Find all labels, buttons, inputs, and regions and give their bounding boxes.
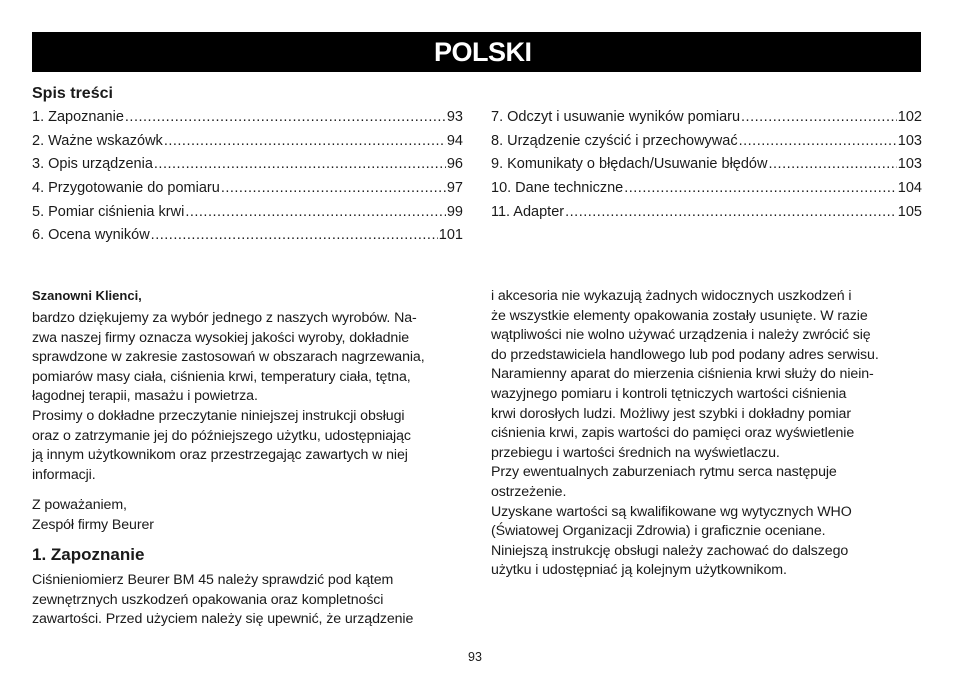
toc-entry-label: 1. Zapoznanie — [32, 109, 124, 125]
toc-right-column — [491, 108, 922, 226]
toc-heading: Spis treści — [32, 85, 113, 102]
toc-entry[interactable] — [491, 132, 922, 156]
toc-entry-page: 102 — [897, 109, 922, 125]
toc-leader-dots — [565, 203, 897, 221]
toc-entry-page: 96 — [446, 156, 463, 173]
toc-entry[interactable] — [32, 155, 463, 179]
toc-entry[interactable] — [32, 226, 463, 250]
toc-leader-dots — [185, 203, 446, 221]
toc-entry-label: 8. Urządzenie czyścić i przechowywać — [491, 132, 738, 149]
toc-entry-page: 99 — [446, 203, 463, 220]
toc-entry-page: 101 — [438, 227, 463, 244]
toc-leader-dots — [154, 155, 446, 173]
toc-entry-page: 105 — [897, 203, 922, 220]
toc-entry-page: 103 — [897, 156, 922, 173]
toc-entry-page: 94 — [446, 132, 463, 149]
section-paragraph: Ciśnieniomierz Beurer BM 45 należy sprawdzić pod kątem zewnętrznych uszkodzeń opakowania oraz kompletności zawartości. Przed użyciem należy się upewnić, że urządzenie — [32, 572, 414, 628]
toc-entry[interactable] — [32, 203, 463, 227]
toc-leader-dots — [164, 132, 446, 150]
language-header-bar — [32, 32, 921, 72]
toc-leader-dots — [151, 226, 438, 244]
toc-entry-page: 104 — [897, 180, 922, 197]
toc-leader-dots — [768, 155, 896, 173]
toc-entry[interactable] — [491, 108, 922, 132]
toc-entry-page: 103 — [897, 132, 922, 149]
page-number: 93 — [468, 650, 482, 664]
toc-leader-dots — [739, 132, 897, 150]
toc-entry-label: 10. Dane techniczne — [491, 180, 624, 197]
closing-signature: Z poważaniem, Zespół firmy Beurer — [32, 497, 154, 533]
toc-entry-page: 97 — [446, 180, 463, 197]
toc-entry-label: 9. Komunikaty o błędach/Usuwanie błędów — [491, 156, 768, 173]
toc-leader-dots — [221, 179, 446, 197]
toc-entry-label: 2. Ważne wskazówk — [32, 132, 163, 149]
toc-entry[interactable] — [491, 179, 922, 203]
intro-paragraph: bardzo dziękujemy za wybór jednego z naszych wyrobów. Na- zwa naszej firmy oznacza wysokiej jakości wyroby, dokładnie sprawdzone w zakresie zastosowań w obszarach nagrzewania, pomiarów masy ciała, ciśnienia krwi, temperatury ciała, tętna, łagodnej terapii, masażu i powietrza. Prosimy o dokładne przeczytanie niniejszej instrukcji obsługi oraz o zatrzymanie jej do późniejszego użytku, udostępniając ją innym użytkownikom oraz przestrzegając zawartych w niej informacji. — [32, 310, 425, 483]
toc-entry-label: 4. Przygotowanie do pomiaru — [32, 180, 220, 197]
toc-entry[interactable] — [32, 179, 463, 203]
toc-entry-label: 7. Odczyt i usuwanie wyników pomiaru — [491, 109, 741, 125]
right-column-paragraph: i akcesoria nie wykazują żadnych widocznych uszkodzeń i że wszystkie elementy opakowania zostały usunięte. W razie wątpliwości nie wolno używać urządzenia i należy zwrócić się do przedstawiciela handlowego lub pod podany adres serwisu. Naramienny aparat do mierzenia ciśnienia krwi służy do niein- wazyjnego pomiaru i kontroli tętniczych wartości ciśnienia krwi dorosłych ludzi. Możliwy jest szybki i dokładny pomiar ciśnienia krwi, zapis wartości do pamięci oraz wyświetlenie przebiegu i wartości średnich na wyświetlaczu. Przy ewentualnych zaburzeniach rytmu serca następuje ostrzeżenie. Uzyskane wartości są kwalifikowane wg wytycznych WHO (Światowej Organizacji Zdrowia) i graficznie oceniane. Niniejszą instrukcję obsługi należy zachować do dalszego użytku i udostępniać ją kolejnym użytkownikom. — [491, 288, 879, 579]
toc-leader-dots — [624, 179, 897, 197]
toc-entry-page: 93 — [446, 109, 463, 125]
toc-entry[interactable] — [32, 132, 463, 156]
toc-leader-dots — [125, 108, 446, 126]
greeting: Szanowni Klienci, — [32, 288, 142, 303]
language-title: POLSKI — [434, 37, 532, 67]
toc-entry-label: 3. Opis urządzenia — [32, 156, 153, 173]
toc-entry-label: 5. Pomiar ciśnienia krwi — [32, 203, 185, 220]
section-heading: 1. Zapoznanie — [32, 545, 145, 564]
toc-left-column — [32, 108, 463, 250]
toc-entry[interactable] — [32, 108, 463, 132]
toc-entry[interactable] — [491, 155, 922, 179]
toc-entry-label: 6. Ocena wyników — [32, 227, 150, 244]
toc-entry[interactable] — [491, 203, 922, 227]
toc-entry-label: 11. Adapter — [491, 203, 565, 220]
toc-leader-dots — [741, 108, 897, 126]
